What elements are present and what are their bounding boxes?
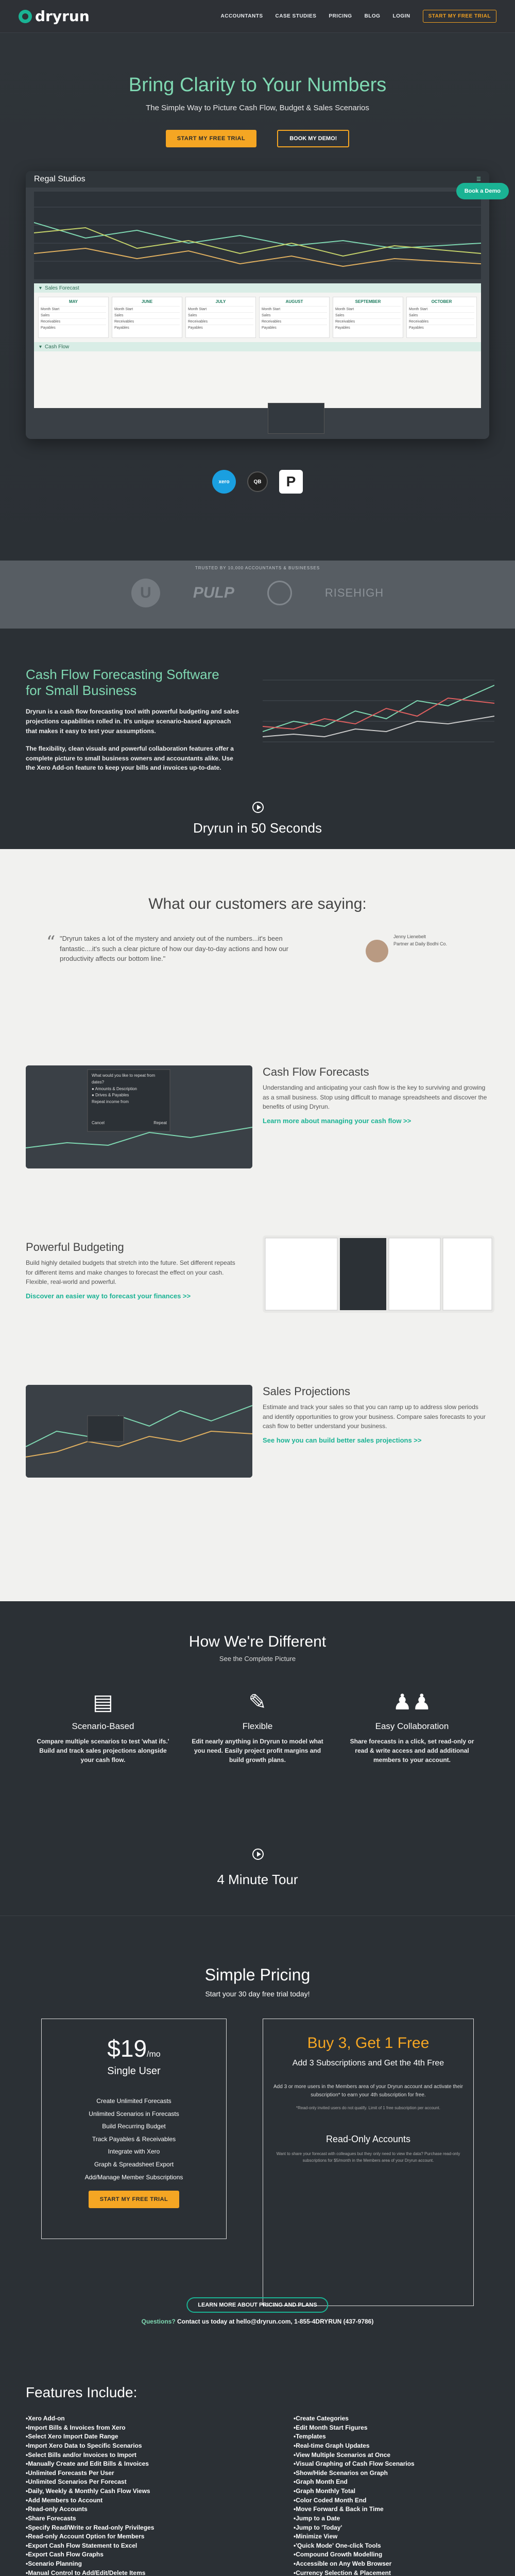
popup-option-2[interactable]: ● Drives & Payables bbox=[92, 1093, 129, 1098]
app-chart-svg bbox=[34, 192, 481, 279]
feature-sales-title: Sales Projections bbox=[263, 1385, 350, 1398]
diff-scenario-title: Scenario-Based bbox=[72, 1721, 134, 1731]
cff-paragraph-1: Dryrun is a cash flow forecasting tool with powerful budgeting and sales projections capabilities rolled in. It's unique scenario-based approach that makes it easy to test your assumptions. bbox=[26, 708, 239, 735]
nav-case-studies[interactable]: CASE STUDIES bbox=[275, 13, 317, 19]
hero-section bbox=[0, 33, 515, 561]
features-section bbox=[0, 1019, 515, 1601]
nav-pricing[interactable]: PRICING bbox=[329, 13, 352, 19]
bogo-offer-card bbox=[263, 2019, 474, 2306]
budgeting-screenshot bbox=[263, 1235, 494, 1313]
quickbooks-badge[interactable]: QB bbox=[247, 471, 268, 492]
feature-budgeting-link[interactable]: Discover an easier way to forecast your finances >> bbox=[26, 1292, 191, 1300]
integration-partners bbox=[0, 470, 515, 494]
main-nav bbox=[221, 10, 496, 23]
feature-cash-flow-title: Cash Flow Forecasts bbox=[263, 1065, 369, 1078]
plan-name: Single User bbox=[107, 2065, 161, 2077]
month-card: SEPTEMBER Month Start Sales Receivables Payables bbox=[333, 297, 403, 338]
feature-budgeting-title: Powerful Budgeting bbox=[26, 1241, 124, 1253]
pricing-title: Simple Pricing bbox=[204, 1965, 311, 1984]
hero-subtitle: The Simple Way to Picture Cash Flow, Budget & Sales Scenarios bbox=[146, 104, 369, 112]
diff-tagline: See the Complete Picture bbox=[219, 1655, 296, 1663]
sales-forecast-label: Sales Forecast bbox=[45, 285, 79, 291]
questions-contact: Questions? Contact us today at hello@dryrun.com, 1-855-4DRYRUN (437-9786) bbox=[141, 2318, 374, 2325]
trusted-label: TRUSTED BY 10,000 ACCOUNTANTS & BUSINESSES bbox=[195, 566, 320, 570]
client-logo-risehigh: RISEHIGH bbox=[324, 586, 384, 599]
diff-collab-title: Easy Collaboration bbox=[375, 1721, 449, 1731]
month-card: OCTOBER Month Start Sales Receivables Payables bbox=[406, 297, 477, 338]
start-free-trial-button[interactable]: START MY FREE TRIAL bbox=[166, 130, 257, 147]
top-navbar bbox=[0, 0, 515, 33]
xero-badge[interactable]: xero bbox=[212, 470, 236, 494]
partner-p-badge[interactable]: P bbox=[279, 470, 303, 494]
avatar bbox=[366, 940, 388, 962]
cash-flow-forecasting-section bbox=[0, 629, 515, 849]
single-user-plan-card bbox=[41, 2019, 227, 2239]
feature-cash-flow-text: Understanding and anticipating your cash flow is the key to surviving and growing as a small business. Stop using difficult to manage spreadsheets and discover the benefits of using Dryrun. bbox=[263, 1084, 487, 1111]
sales-forecast-panel bbox=[34, 283, 481, 408]
plan-price: $19/mo bbox=[107, 2035, 161, 2062]
cash-flow-label: Cash Flow bbox=[45, 344, 70, 350]
popup-question: What would you like to repeat from dates? bbox=[92, 1073, 156, 1084]
dryrun-logo-icon bbox=[19, 10, 32, 23]
cff-illustration-chart bbox=[263, 670, 494, 752]
logo[interactable] bbox=[19, 8, 90, 25]
popup-cancel-button[interactable]: Cancel bbox=[92, 1120, 105, 1125]
feature-list-right: • Create Categories • Edit Month Start Figures • Templates • Real-time Graph Updates • View Multiple Scenarios at Once • Visual Graphing of Cash Flow Scenarios • Show/Hide Scenarios on Graph • Graph Month End • Graph Monthly Total • Color Coded Month End • Move Forward & Back in Time • Jump to a Date • Jump to 'Today' • Minimize View • 'Quick Mode' One-click Tools • Compound Growth Modelling • Accessible on Any Web Browser • Currency Selection & Placement bbox=[294, 2414, 510, 2576]
feature-cash-flow-link[interactable]: Learn more about managing your cash flow >> bbox=[263, 1116, 411, 1125]
diff-collab-text: Share forecasts in a click, set read-only or read & write access and add additional members to your account. bbox=[350, 1738, 474, 1764]
diff-flexible-text: Edit nearly anything in Dryrun to model what you need. Easily project profit margins and build growth plans. bbox=[192, 1738, 323, 1764]
cff-title: Cash Flow Forecasting Software for Small Business bbox=[26, 667, 219, 699]
pricing-tagline: Start your 30 day free trial today! bbox=[205, 1990, 310, 1998]
readonly-text: Want to share your forecast with colleagues but they only need to view the data? Purchase read-only subscriptions for $5/month in the Members area of your Dryrun account. bbox=[276, 2151, 460, 2163]
nav-free-trial-button[interactable]: START MY FREE TRIAL bbox=[423, 10, 496, 23]
month-card: JUNE Month Start Sales Receivables Payables bbox=[112, 297, 182, 338]
app-chart bbox=[34, 192, 481, 279]
popup-option-1[interactable]: ● Amounts & Description bbox=[92, 1086, 137, 1091]
bogo-text: Add 3 or more users in the Members area of your Dryrun account and activate their subscription* to earn your 4th subscription for free. bbox=[273, 2084, 463, 2098]
flexible-tools-icon: ✎ bbox=[248, 1689, 267, 1714]
video-play-icon[interactable] bbox=[252, 802, 264, 813]
scenario-layers-icon: ▤ bbox=[93, 1689, 113, 1714]
nav-accountants[interactable]: ACCOUNTANTS bbox=[220, 13, 263, 19]
logo-text: dryrun bbox=[35, 8, 90, 25]
month-card: AUGUST Month Start Sales Receivables Payables bbox=[259, 297, 330, 338]
repeat-popup bbox=[268, 403, 324, 434]
app-screenshot bbox=[26, 171, 489, 439]
sales-projections-screenshot bbox=[26, 1385, 252, 1478]
app-title: Regal Studios bbox=[34, 175, 85, 183]
testimonials-section bbox=[0, 849, 515, 1019]
month-card: JULY Month Start Sales Receivables Payables bbox=[185, 297, 256, 338]
client-logo-u: U bbox=[131, 579, 160, 607]
feature-sales-text: Estimate and track your sales so that you can ramp up to address slow periods and identify opportunities to grow your business. Compare sales forecasts to your cash flow to better understand your business. bbox=[263, 1403, 486, 1430]
testimonial-quote: “ "Dryrun takes a lot of the mystery and anxiety out of the numbers...it's been fantastic....it's such a clear picture of how our day-to-day actions and how our productivity affects our bottom line." bbox=[46, 934, 294, 964]
cff-paragraph-2: The flexibility, clean visuals and powerful collaboration features offer a complete picture to small business owners and accountants alike. Use the Xero Add-on feature to keep your bills and invoices up-to-date. bbox=[26, 745, 234, 772]
hero-title: Bring Clarity to Your Numbers bbox=[128, 74, 387, 96]
features-include-section bbox=[0, 2343, 515, 2576]
nav-login[interactable]: LOGIN bbox=[392, 13, 410, 19]
bogo-subtitle: Add 3 Subscriptions and Get the 4th Free bbox=[292, 2059, 444, 2067]
feature-budgeting-text: Build highly detailed budgets that stretch into the future. Set different repeats for different items and make changes to forecast the effect on your cash. Flexible, real-world and powerful. bbox=[26, 1259, 235, 1286]
plan-feature-list: Create Unlimited Forecasts Unlimited Scenarios in Forecasts Build Recurring Budget Track Payables & Receivables Integrate with Xero Graph & Spreadsheet Export Add/Manage Member Subscriptions bbox=[84, 2097, 183, 2181]
readonly-title: Read-Only Accounts bbox=[325, 2134, 411, 2144]
popup-repeat-label: Repeat income from bbox=[92, 1099, 129, 1105]
sales-forecast-icon: ▾ bbox=[39, 285, 42, 291]
learn-more-pricing-button[interactable]: LEARN MORE ABOUT PRICING AND PLANS bbox=[186, 2297, 328, 2313]
diff-flexible-title: Flexible bbox=[242, 1721, 273, 1731]
how-different-section bbox=[0, 1601, 515, 1916]
popup-repeat-button[interactable]: Repeat bbox=[153, 1120, 167, 1125]
diff-title: How We're Different bbox=[188, 1633, 327, 1650]
video-caption[interactable]: Dryrun in 50 Seconds bbox=[193, 820, 322, 836]
month-card: MAY Month Start Sales Receivables Payables bbox=[38, 297, 109, 338]
feature-sales-link[interactable]: See how you can build better sales projections >> bbox=[263, 1436, 422, 1444]
diff-scenario-text: Compare multiple scenarios to test 'what ifs.' Build and track sales projections alongside your cash flow. bbox=[37, 1738, 169, 1764]
cash-flow-icon: ▾ bbox=[39, 344, 42, 350]
testimonial-role: Partner at Daily Bodhi Co. bbox=[393, 941, 448, 946]
client-logo-circle bbox=[267, 581, 292, 605]
client-logo-pulp: PULP bbox=[193, 584, 234, 601]
feature-list-left: • Xero Add-on • Import Bills & Invoices from Xero • Select Xero Import Date Range • Import Xero Data to Specific Scenarios • Select Bills and/or Invoices to Import • Manually Create and Edit Bills & Invoices • Unlimited Forecasts Per User • Unlimited Scenarios Per Forecast • Daily, Weekly & Monthly Cash Flow Views • Add Members to Account • Read-only Accounts • Share Forecasts • Specify Read/Write or Read-only Privileges • Read-only Account Option for Members • Export Cash Flow Statement to Excel • Export Cash Flow Graphs • Scenario Planning • Manual Control to Add/Edit/Delete Items bbox=[26, 2414, 242, 2576]
cash-flow-screenshot bbox=[26, 1065, 252, 1168]
tour-play-icon[interactable] bbox=[252, 1849, 264, 1860]
trusted-by-section bbox=[0, 561, 515, 629]
nav-blog[interactable]: BLOG bbox=[364, 13, 381, 19]
testimonials-title: What our customers are saying: bbox=[148, 895, 367, 912]
collaboration-users-icon: ♟♟ bbox=[392, 1689, 432, 1714]
book-demo-floating-button[interactable]: Book a Demo bbox=[456, 183, 509, 199]
book-demo-button[interactable]: BOOK MY DEMO! bbox=[277, 130, 349, 147]
bogo-title: Buy 3, Get 1 Free bbox=[307, 2035, 430, 2052]
testimonial-author: Jenny Lienebelt bbox=[393, 934, 426, 939]
bogo-fineprint: *Read-only invited users do not qualify. Limit of 1 free subscription per account. bbox=[296, 2106, 440, 2110]
menu-icon: ☰ bbox=[476, 176, 481, 182]
include-title: Features Include: bbox=[26, 2384, 138, 2400]
tour-caption[interactable]: 4 Minute Tour bbox=[217, 1872, 298, 1887]
plan-free-trial-button[interactable]: START MY FREE TRIAL bbox=[89, 2191, 180, 2208]
pricing-section bbox=[0, 1916, 515, 2343]
